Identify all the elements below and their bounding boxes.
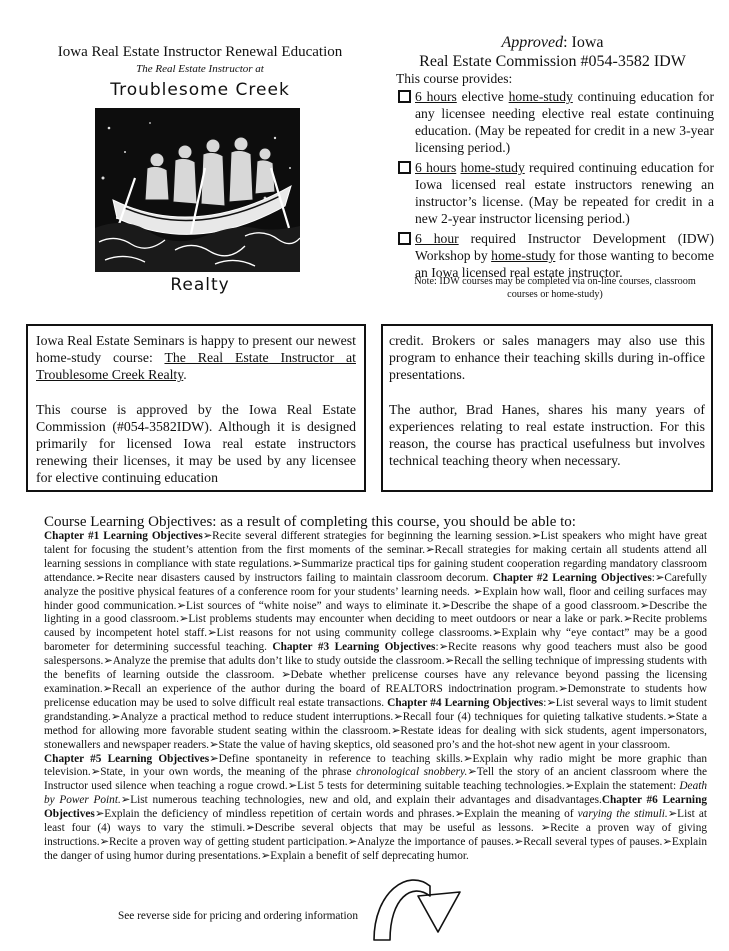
commission-number: Real Estate Commission #054-3582 IDW xyxy=(419,53,686,70)
intro-text: Iowa Real Estate Seminars is happy to present our newest home-study course: xyxy=(36,333,356,366)
chapter-6-term: varying the stimuli. xyxy=(577,808,668,821)
brand-line-1: Troublesome Creek xyxy=(110,80,290,100)
intro-paragraph-3: credit. Brokers or sales managers may also use this program to enhance their teaching skills during in-office presentations. xyxy=(389,333,705,383)
chapter-2-label: Chapter #2 Learning Objectives xyxy=(492,571,652,584)
option-text: for those wanting to become an Iowa licensed real estate instructor. xyxy=(415,248,714,280)
checkbox-icon[interactable] xyxy=(398,232,411,245)
approved-state: : Iowa xyxy=(563,34,604,51)
brand-line-2: Realty xyxy=(170,275,230,295)
chapter-1-label: Chapter #1 Learning Objectives xyxy=(44,530,203,542)
intro-paragraph-4: The author, Brad Hanes, shares his many years of experiences relating to real estate instruction. For this reason, the course has practical usefulness but involves technical teaching theory when necessary. xyxy=(389,401,705,469)
course-name-link: The Real Estate Instructor at Troublesome Creek Realty xyxy=(36,350,356,383)
approved-label: Approved xyxy=(501,34,564,51)
option-hours: 6 hours xyxy=(415,160,457,175)
chapter-3-objectives: :➢Recite reasons why good teachers must also be good salespersons.➢Analyze the premise that adults don’t like to study outside the classroom.➢Recall the selling technique of impressing students with the benefits of learning outside the classroom. ➢Debate whether prelicense courses have any relevance beyond passing the licensing examination.➢Recall an experience of the author during the board of REALTORS indoctrination program.➢Demonstrate to students how prelicense education may be used to solve difficult real estate transactions. xyxy=(44,641,707,709)
intro-paragraph-2: This course is approved by the Iowa Real Estate Commission (#054-3582IDW). Although it is designed primarily for licensed Iowa real estate instructors renewing their licenses, it may be used by any licensee for elective continuing education xyxy=(36,401,356,486)
option-mode: home-study xyxy=(460,160,525,175)
chapter-6-objectives: ➢List at least four (4) ways to vary the stimuli.➢Describe several objects that may be useful as lessons. ➢Recite a proven way of giving instructions.➢Recite a proven way of getting student participation.➢Analyze the importance of pauses.➢Recall several types of pauses.➢Explain the danger of using humor during presentations.➢Explain a benefit of self deprecating humor. xyxy=(44,808,707,862)
option-hours: 6 hours xyxy=(415,89,457,104)
chapter-5-label: Chapter #5 Learning Objectives xyxy=(44,752,210,765)
provides-label: This course provides: xyxy=(396,71,513,86)
intro-panel-left xyxy=(26,324,366,492)
option-text: required continuing education for Iowa licensed real estate instructors renewing an instructor’s license. (May be repeated for credit in a new 2-year instructor licensing period.) xyxy=(415,160,714,226)
chapter-6-objectives: ➢Explain the deficiency of mindless repetition of certain words and phrases.➢Explain the meaning of xyxy=(94,808,578,821)
chapter-5-term: chronological snobbery. xyxy=(356,766,468,779)
option-text: required Instructor Development (IDW) Workshop by xyxy=(415,231,714,263)
chapter-2-objectives: :➢Carefully analyze the positive physical features of a conference room for your students’ learning needs. ➢Explain how wall, floor and ceiling surfaces may hinder good communication.➢List sources of “white noise” and ways to eliminate it.➢Describe the shape of a good classroom.➢Describe the lighting in a good classroom.➢List problems students may encounter when deciding to meet outdoors or near a lake or park.➢Recite problems caused by incompetent hotel staff.➢List reasons for not using community college classrooms.➢Explain why “eye contact” may be a good barometer for determining successful teaching. xyxy=(44,571,707,654)
chapter-4-objectives: :➢List several ways to limit student grandstanding.➢Analyze a practical method to reduce student interruptions.➢Recall four (4) techniques for quieting talkative students.➢State a method for allowing more favorable student seating within the classroom.➢Restate ideas for dealing with sick students, agent impersonators, stonewallers and newspaper readers.➢State the value of having skeptics, old seasoned pro’s and the hot-shot new agent in your classroom. xyxy=(44,696,707,751)
intro-panel-right xyxy=(381,324,713,492)
intro-paragraph-1 xyxy=(36,332,356,384)
chapter-5-objectives: ➢Tell the story of an ancient classroom where the Instructor used silence when teaching a rogue crowd.➢List 5 tests for determining suitable teaching technologies.➢Explain the statement: xyxy=(44,766,708,793)
course-option-elective xyxy=(396,88,714,156)
intro-text: . xyxy=(183,367,187,383)
chapter-3-label: Chapter #3 Learning Objectives xyxy=(272,641,436,654)
option-text: continuing education for any licensee needing elective real estate continuing education. (May be repeated for credit in a new 3-year licensing period.) xyxy=(415,89,714,155)
checkbox-icon[interactable] xyxy=(398,90,411,103)
approval-line xyxy=(395,34,710,52)
course-subtitle: The Real Estate Instructor at xyxy=(136,63,264,75)
chapter-5-objectives: ➢Define spontaneity in reference to teaching skills.➢Explain why radio might be more graphic than television.➢State, in your own words, the meaning of the phrase xyxy=(44,752,707,779)
course-option-instructor-renewal xyxy=(396,159,714,227)
option-text: elective xyxy=(456,89,509,104)
chapter-4-label: Chapter #4 Learning Objectives xyxy=(387,696,544,709)
option-mode: home-study xyxy=(491,248,556,263)
course-title: Iowa Real Estate Instructor Renewal Education xyxy=(57,44,343,60)
chapter-6-label: Chapter #6 Learning Objectives xyxy=(44,794,708,821)
checkbox-icon[interactable] xyxy=(398,161,411,174)
rafting-illustration xyxy=(95,108,300,272)
chapter-5-term: Death by Power Point. xyxy=(44,780,707,807)
chapter-1-objectives: ➢Recite several different strategies for beginning the learning session.➢List speakers who might have great talent for focusing the student’s attention from the first moments of the seminar.➢Recall strategies for making certain all students attend all learning sessions in compliance with state regulations.➢Summarize practical tips for gaining student cooperation regarding mandatory classroom attendance.➢Recite near disasters caused by instructors failing to maintain classroom decorum. xyxy=(44,530,707,584)
objectives-body xyxy=(44,530,707,864)
idw-note: Note: IDW courses may be completed via on-line courses, classroom courses or home-study) xyxy=(414,276,696,300)
option-hours: 6 hour xyxy=(415,231,459,246)
objectives-heading: Course Learning Objectives: as a result of completing this course, you should be able to: xyxy=(44,514,576,530)
reverse-side-note: See reverse side for pricing and ordering information xyxy=(118,910,358,922)
chapter-5-objectives: ➢List numerous teaching technologies, new and old, and explain their advantages and disadvantages. xyxy=(120,794,602,807)
curved-arrow-icon xyxy=(368,862,464,942)
course-option-idw-workshop xyxy=(396,230,714,281)
option-mode: home-study xyxy=(508,89,573,104)
